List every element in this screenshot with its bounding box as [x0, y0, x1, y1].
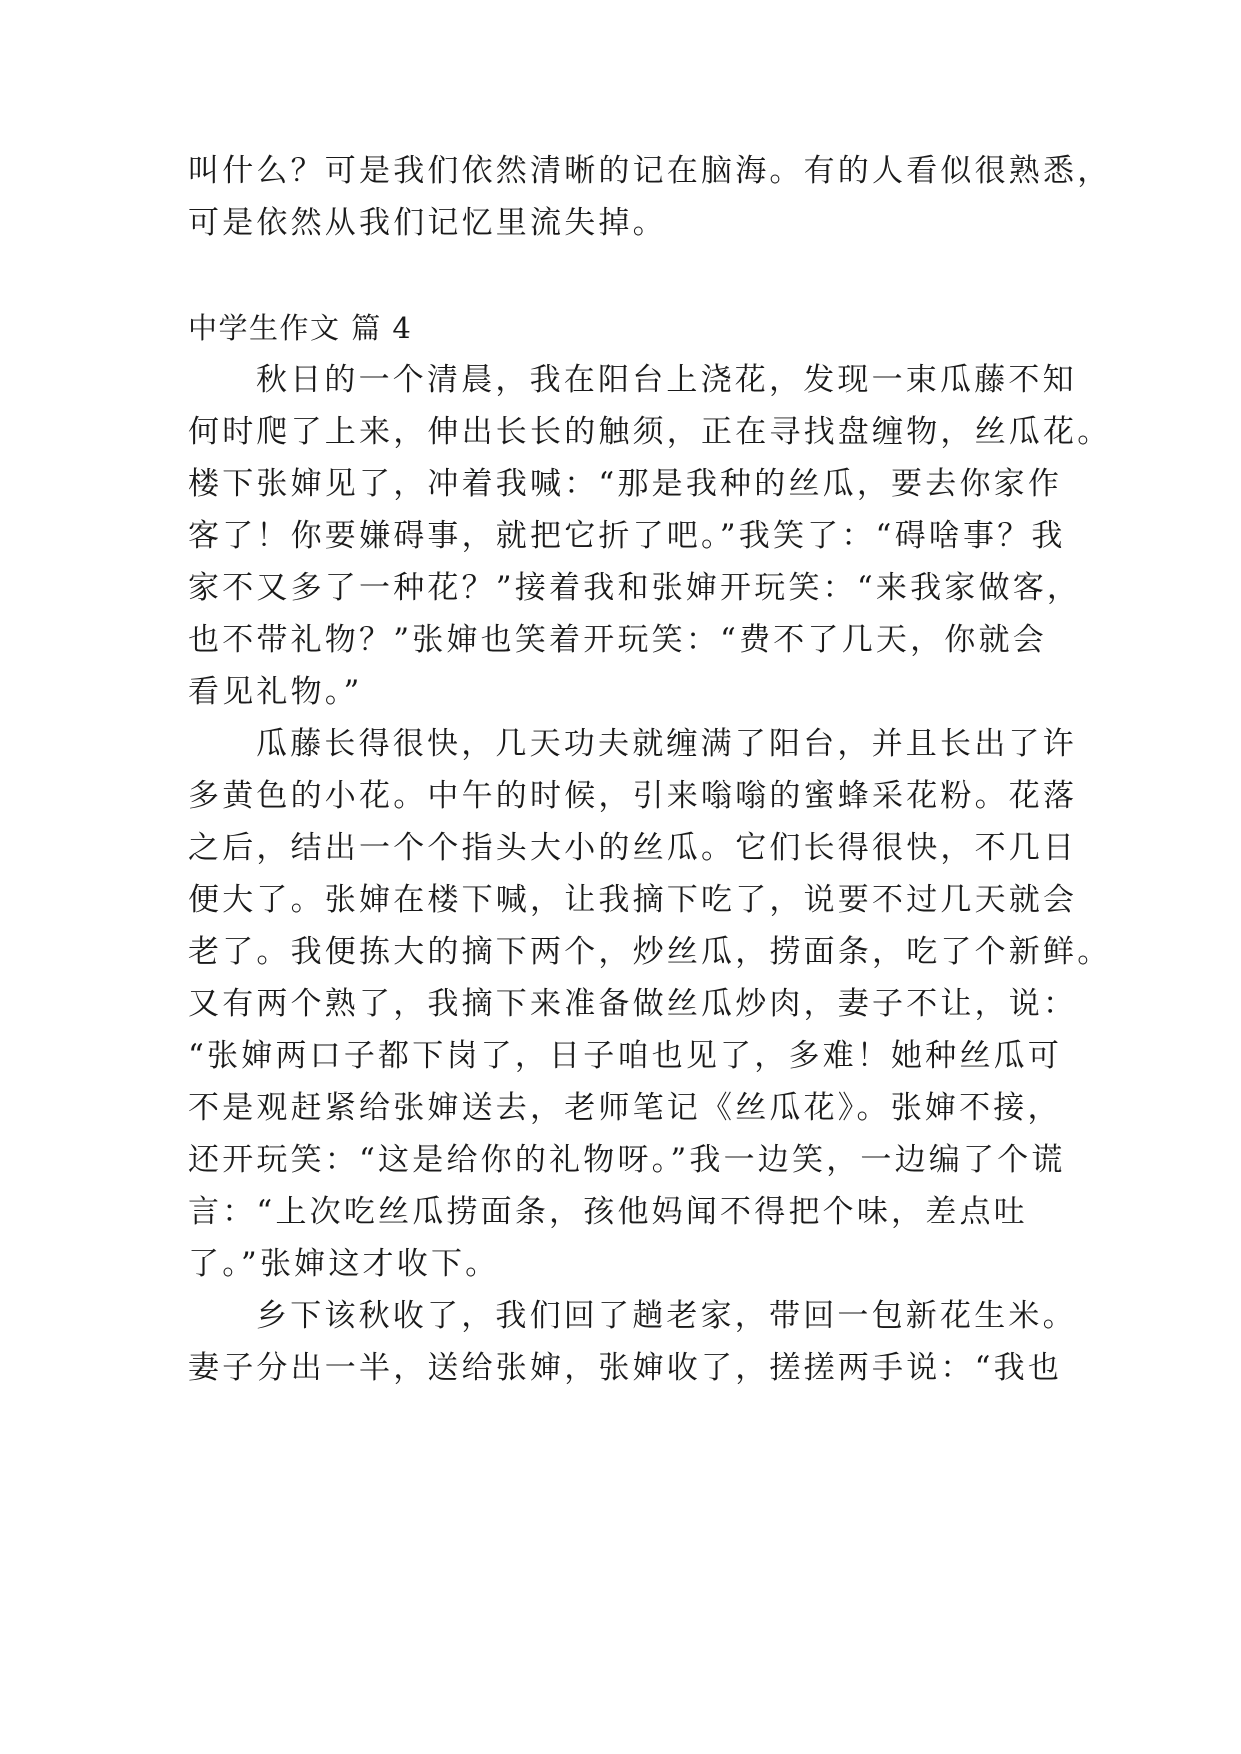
paragraph-line: 之后，结出一个个指头大小的丝瓜。它们长得很快，不几日	[188, 830, 1078, 866]
paragraph-line: 了。”张婶这才收下。	[188, 1246, 500, 1282]
intro-line: 可是依然从我们记忆里流失掉。	[188, 205, 667, 241]
paragraph-line: 妻子分出一半，送给张婶，张婶收了，搓搓两手说：“我也	[188, 1350, 1063, 1386]
intro-line: 叫什么？可是我们依然清晰的记在脑海。有的人看似很熟悉，	[188, 153, 1112, 189]
paragraph-line: 乡下该秋收了，我们回了趟老家，带回一包新花生米。	[256, 1298, 1077, 1334]
paragraph-line: 老了。我便拣大的摘下两个，炒丝瓜，捞面条，吃了个新鲜。	[188, 934, 1112, 970]
paragraph-line: 不是观赶紧给张婶送去，老师笔记《丝瓜花》。张婶不接，	[188, 1090, 1062, 1126]
paragraph-line: 看见礼物。”	[188, 674, 363, 710]
paragraph-line: 言：“上次吃丝瓜捞面条，孩他妈闻不得把个味，差点吐	[188, 1194, 1028, 1230]
paragraph-line: 何时爬了上来，伸出长长的触须，正在寻找盘缠物，丝瓜花。	[188, 414, 1112, 450]
paragraph-line: 多黄色的小花。中午的时候，引来嗡嗡的蜜蜂采花粉。花落	[188, 778, 1078, 814]
paragraph-line: 客了！你要嫌碍事，就把它折了吧。”我笑了：“碍啥事？我	[188, 518, 1066, 554]
paragraph-line: 还开玩笑：“这是给你的礼物呀。”我一边笑，一边编了个谎	[188, 1142, 1066, 1178]
paragraph-line: “张婶两口子都下岗了，日子咱也见了，多难！她种丝瓜可	[188, 1038, 1063, 1074]
paragraph-line: 也不带礼物？”张婶也笑着开玩笑：“费不了几天，你就会	[188, 622, 1047, 658]
section-heading: 中学生作文 篇 4	[188, 311, 413, 345]
paragraph-line: 秋日的一个清晨，我在阳台上浇花，发现一束瓜藤不知	[256, 362, 1077, 398]
paragraph-line: 便大了。张婶在楼下喊，让我摘下吃了，说要不过几天就会	[188, 882, 1078, 918]
paragraph-line: 瓜藤长得很快，几天功夫就缠满了阳台，并且长出了许	[256, 726, 1077, 762]
paragraph-line: 楼下张婶见了，冲着我喊：“那是我种的丝瓜，要去你家作	[188, 466, 1063, 502]
paragraph-line: 家不又多了一种花？”接着我和张婶开玩笑：“来我家做客，	[188, 570, 1082, 606]
paragraph-line: 又有两个熟了，我摘下来准备做丝瓜炒肉，妻子不让，说：	[188, 986, 1078, 1022]
